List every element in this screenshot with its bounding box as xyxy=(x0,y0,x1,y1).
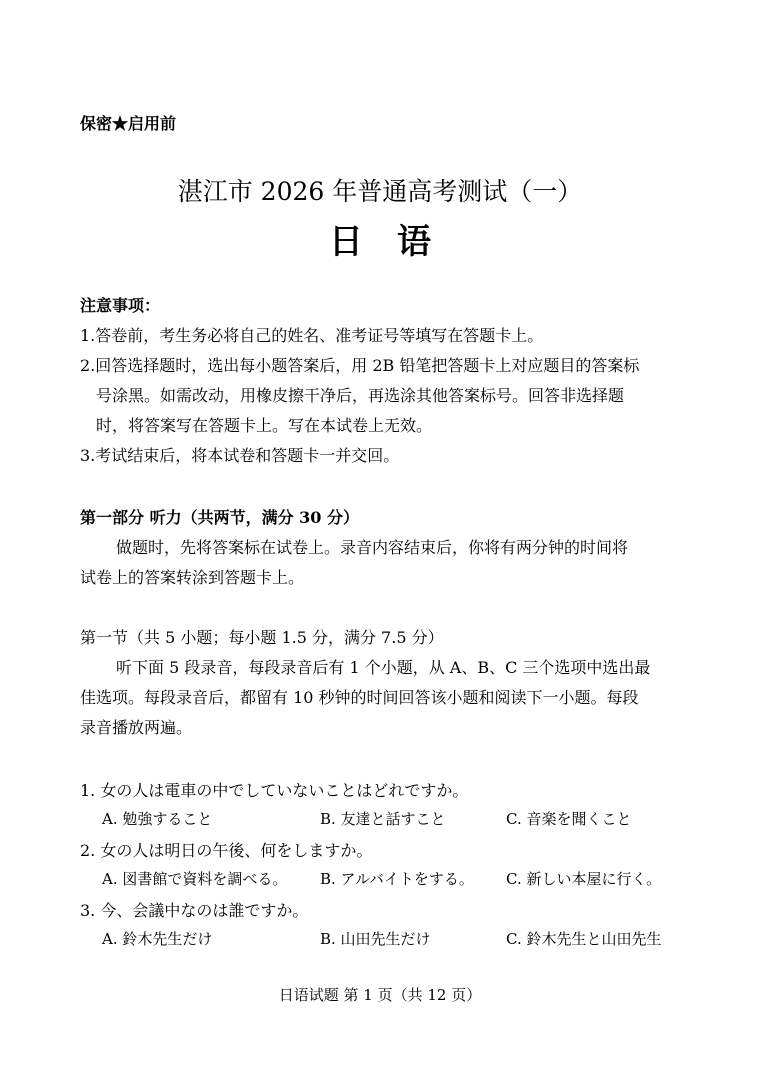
notice-line: 号涂黑。如需改动，用橡皮擦干净后，再选涂其他答案标号。回答非选择题 xyxy=(96,386,625,405)
section1-intro-line: 录音播放两遍。 xyxy=(80,718,193,737)
question-option-b: B. 友達と話すこと xyxy=(320,810,446,828)
notice-line: 3.考试结束后，将本试卷和答题卡一并交回。 xyxy=(80,446,400,465)
question-option-c: C. 鈴木先生と山田先生 xyxy=(506,930,662,948)
exam-title: 湛江市 2026 年普通高考测试（一） xyxy=(177,177,583,206)
question-option-c: C. 音楽を聞くこと xyxy=(506,810,632,828)
part1-intro-line: 试卷上的答案转涂到答题卡上。 xyxy=(80,568,305,587)
part1-heading: 第一部分 听力（共两节，满分 30 分） xyxy=(80,508,359,527)
section1-intro-line: 佳选项。每段录音后，都留有 10 秒钟的时间回答该小题和阅读下一小题。每段 xyxy=(80,688,639,707)
question-option-b: B. アルバイトをする。 xyxy=(320,870,474,888)
question-option-a: A. 鈴木先生だけ xyxy=(102,930,213,948)
page-footer: 日语试题 第 1 页（共 12 页） xyxy=(278,986,482,1004)
question-option-a: A. 図書館で資料を調べる。 xyxy=(102,870,288,888)
question-stem: 2. 女の人は明日の午後、何をしますか。 xyxy=(80,841,373,860)
question-option-c: C. 新しい本屋に行く。 xyxy=(506,870,662,888)
question-option-a: A. 勉強すること xyxy=(102,810,213,828)
question-stem: 1. 女の人は電車の中でしていないことはどれですか。 xyxy=(80,781,469,800)
section1-intro-line: 听下面 5 段录音，每段录音后有 1 个小题，从 A、B、C 三个选项中选出最 xyxy=(116,658,651,677)
confidential-label: 保密★启用前 xyxy=(80,114,177,133)
question-option-b: B. 山田先生だけ xyxy=(320,930,431,948)
notice-heading: 注意事项： xyxy=(80,296,161,315)
notice-line: 时，将答案写在答题卡上。写在本试卷上无效。 xyxy=(96,416,433,435)
subject-title: 日语 xyxy=(329,222,465,262)
section1-heading: 第一节（共 5 小题；每小题 1.5 分，满分 7.5 分） xyxy=(80,628,444,647)
part1-intro-line: 做题时，先将答案标在试卷上。录音内容结束后，你将有两分钟的时间将 xyxy=(116,538,629,557)
notice-line: 2.回答选择题时，选出每小题答案后，用 2B 铅笔把答题卡上对应题目的答案标 xyxy=(80,356,640,375)
notice-line: 1.答卷前，考生务必将自己的姓名、准考证号等填写在答题卡上。 xyxy=(80,326,544,345)
question-stem: 3. 今、会議中なのは誰ですか。 xyxy=(80,901,309,920)
